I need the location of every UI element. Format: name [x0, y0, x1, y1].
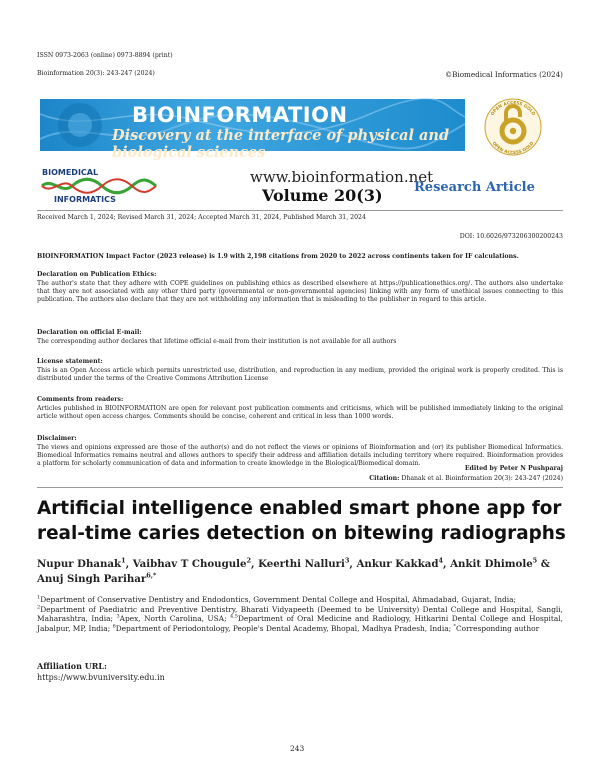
citation-label: Citation:: [369, 475, 400, 482]
edited-by: Edited by Peter N Pushparaj: [464, 465, 563, 472]
author-1: Nupur Dhanak$^1$,: [37, 556, 133, 570]
section-heading-ethics: Declaration on Publication Ethics:: [37, 271, 157, 278]
issn-line: ISSN 0973-2063 (online) 0973-8894 (print): [37, 52, 173, 59]
affiliation-4: $^{4,5}$Department of Oral Medicine and Radiology, Hitkarini Dental College and Hospital, Jabalpur, MP, India;: [37, 613, 563, 633]
copyright-notice: ©Biomedical Informatics (2024): [444, 70, 563, 79]
affiliation-url-heading: Affiliation URL:: [37, 661, 107, 671]
section-body-ethics: The author's state that they adhere with COPE guidelines on publishing ethics as described elsewhere at https://publicationethics.org/. The authors also undertake that they are not associated with any other third party (governmental or non-governmental agencies) linking with any form of unethical issues connecting to this publication. The authors also declare that they are not withholding any information that is misleading to the publisher in regard to this article.: [37, 280, 563, 303]
citation-text: Dhanak et al. Bioinformation 20(3): 243-247 (2024): [401, 475, 563, 482]
bmi-logo-line1: BIOMEDICAL: [42, 168, 99, 177]
affiliation-3: $^3$Apex, North Carolina, USA;: [116, 613, 227, 624]
affiliation-6: *Corresponding author: [453, 623, 540, 633]
page-number: 243: [290, 744, 305, 753]
section-body-license: This is an Open Access article which permits unrestricted use, distribution, and reproduction in any medium, provided the original work is properly credited. This is distributed under the terms of the Creative Commons Attribution License: [37, 367, 563, 382]
bmi-logo-line2: INFORMATICS: [54, 195, 116, 204]
journal-citation-ref: Bioinformation 20(3): 243-247 (2024): [37, 70, 155, 77]
citation-line: [369, 475, 563, 483]
citation-divider: [37, 487, 563, 488]
dna-wave-icon: [40, 177, 158, 195]
biomedical-informatics-logo: [40, 168, 158, 206]
author-list: [37, 557, 567, 587]
section-body-email: The corresponding author declares that lifetime official e-mail from their institution is not available for all authors: [37, 338, 397, 345]
author-2: Vaibhav T Chougule$^2$,: [132, 556, 259, 570]
banner-subtitle: Discovery at the interface of physical and biological sciences: [112, 127, 450, 161]
affiliation-url-link[interactable]: https://www.bvuniversity.edu.in: [37, 673, 165, 682]
impact-factor-statement: BIOINFORMATION Impact Factor (2023 release) is 1.9 with 2,198 citations from 2020 to 2022 across continents taken for IF calculations.: [37, 253, 519, 260]
section-heading-email: Declaration on official E-mail:: [37, 329, 142, 336]
section-body-disclaimer: The views and opinions expressed are those of the author(s) and do not reflect the views or opinions of Bioinformation and (or) its publisher Biomedical Informatics. Biomedical Informatics remains neutral and allows authors to specify their address and affiliation details including territory where required. Bioinformation provides a platform for scholarly communication of data and information to create knowledge in the Biological/Biomedical domain.: [37, 444, 563, 467]
author-3: Keerthi Nalluri$^3$,: [258, 556, 357, 570]
open-access-gold-icon: [478, 93, 548, 157]
section-heading-comments: Comments from readers:: [37, 396, 124, 403]
article-type-label: Research Article: [414, 180, 535, 195]
badge-bottom-text: OPEN ACCESS GOLD: [490, 141, 536, 157]
affiliation-2: $^2$Department of Paediatric and Preventive Dentistry, Bharati Vidyapeeth (Deemed to be University) Dental College and Hospital, Sangli, Maharashtra, India;: [37, 604, 563, 624]
article-dates: Received March 1, 2024; Revised March 31, 2024; Accepted March 31, 2024, Published March 31, 2024: [37, 214, 366, 221]
journal-banner: [40, 99, 465, 161]
affiliations: [37, 595, 563, 633]
affiliation-5: $^6$Department of Periodontology, People's Dental Academy, Bhopal, Madhya Pradesh, India;: [112, 623, 452, 633]
author-6: Anuj Singh Parihar$^{6,*}$: [37, 571, 157, 585]
section-body-comments: Articles published in BIOINFORMATION are open for relevant post publication comments and criticisms, which will be published immediately linking to the original article without open access charges. Comments should be concise, coherent and critical in less than 1000 words.: [37, 405, 563, 420]
journal-volume: Volume 20(3): [262, 186, 383, 205]
header-divider: [37, 210, 563, 211]
author-5: Ankit Dhimole$^5$ &: [450, 556, 550, 570]
badge-top-text: OPEN ACCESS GOLD: [490, 100, 536, 117]
journal-website[interactable]: www.bioinformation.net: [250, 168, 434, 186]
doi-line[interactable]: DOI: 10.6026/973206300200243: [459, 233, 563, 240]
affiliation-1: $^1$Department of Conservative Dentistry and Endodontics, Government Dental College and Hospital, Ahmadabad, Gujarat, India;: [37, 594, 516, 604]
banner-title: BIOINFORMATION: [132, 103, 348, 127]
author-4: Ankur Kakkad$^4$,: [356, 556, 451, 570]
section-heading-license: License statement:: [37, 358, 103, 365]
article-title: Artificial intelligence enabled smart phone app for real-time caries detection on bitewing radiographs: [37, 498, 566, 544]
section-heading-disclaimer: Disclaimer:: [37, 435, 77, 442]
